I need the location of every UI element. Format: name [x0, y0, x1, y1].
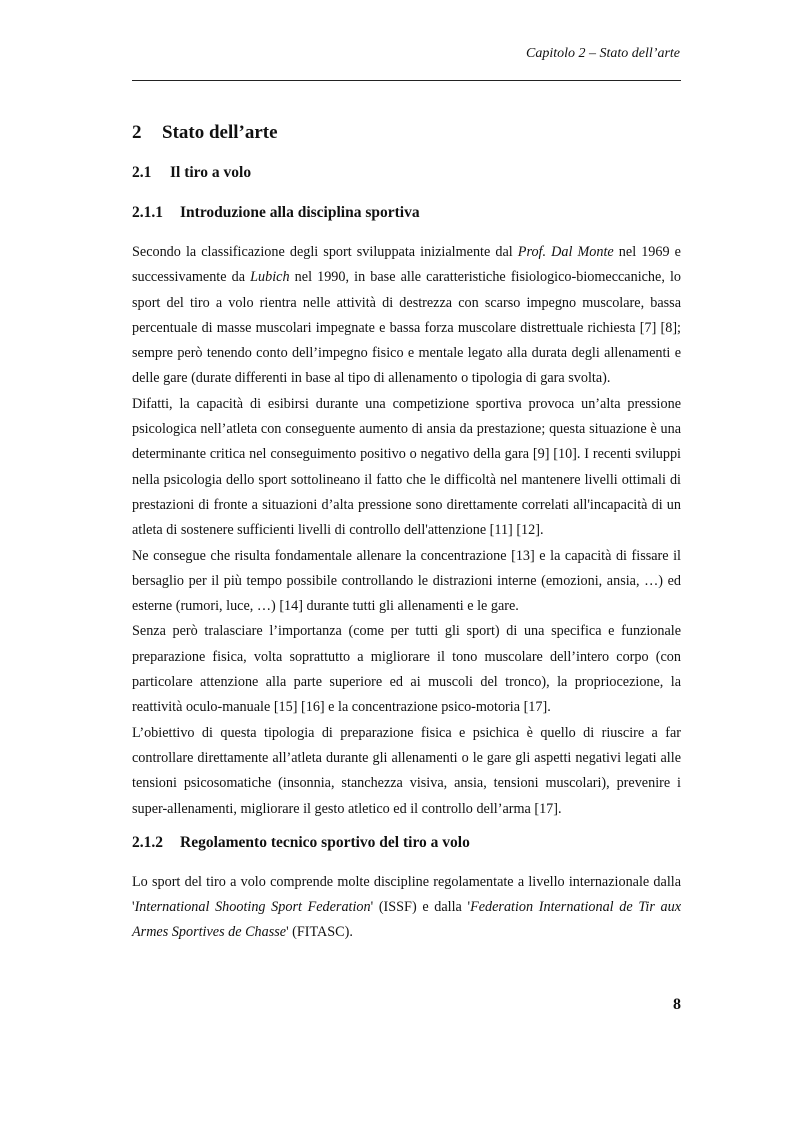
paragraph-concentration: Ne consegue che risulta fondamentale allenare la concentrazione [13] e la capacità di fissare il bersaglio per il più tempo possibile controllando le distrazioni interne (emozioni, ansia, …) ed esterne (rumori, luce, …) [14] durante tutti gli allenamenti e le gare.	[132, 547, 681, 615]
emphasis-organization: Federation International de Tir aux Armes Sportives de Chasse	[132, 899, 682, 941]
paragraph-classification	[132, 240, 681, 392]
page-number: 8	[673, 996, 681, 1013]
subsection-heading-regulation	[132, 832, 681, 854]
emphasis-author: Lubich	[250, 269, 290, 286]
chapter-heading	[132, 120, 681, 146]
section-heading	[132, 162, 681, 184]
paragraph-objective: L’obiettivo di questa tipologia di preparazione fisica e psichica è quello di riuscire a far controllare direttamente all’atleta durante gli allenamenti o le gare gli aspetti negativi legati alle tensioni psicosomatiche (insonnia, stanchezza visiva, ansia, tensioni muscolari), prevenire i super-allenamenti, migliorare il gesto atletico ed il controllo dell’arma [17].	[132, 724, 681, 817]
subsection-title: Introduzione alla disciplina sportiva	[180, 204, 420, 221]
paragraph-pressure: Difatti, la capacità di esibirsi durante una competizione sportiva provoca un’alta pressione psicologica nell’atleta con conseguente aumento di ansia da prestazione; questa situazione è una determinante critica nel conseguimento positivo o negativo della gara [9] [10]. I recenti sviluppi nella psicologia dello sport sottolineano il fatto che le difficoltà nel mantenere livelli ottimali di prestazioni di fronte a situazioni d’alta pressione sono direttamente correlati all'incapacità di un atleta di sostenere sufficienti livelli di controllo dell'attenzione [11] [12].	[132, 395, 681, 539]
section-number: 2.1	[132, 164, 152, 181]
emphasis-author: Prof. Dal Monte	[517, 244, 614, 260]
subsection-number: 2.1.2	[132, 833, 163, 851]
page-content	[132, 120, 681, 946]
section-title: Il tiro a volo	[170, 164, 252, 181]
text-run: Secondo la classificazione degli sport sviluppata inizialmente dal	[132, 244, 518, 260]
subsection-heading-intro	[132, 202, 681, 224]
emphasis-organization: International Shooting Sport Federation	[134, 899, 371, 916]
subsection-title: Regolamento tecnico sportivo del tiro a volo	[180, 833, 470, 851]
chapter-number: 2	[132, 122, 142, 143]
header-rule	[132, 80, 681, 81]
text-run: ' (FITASC).	[286, 924, 353, 941]
text-run: nel 1990, in base alle caratteristiche fisiologico-biomeccaniche, lo sport del tiro a volo rientra nelle attività di destrezza con scarso impegno muscolare, bassa percentuale di masse muscolari impegnate e bassa forza muscolare distrettuale richiesta [7] [8]; sempre però tenendo conto dell’impegno fisico e mentale legato alla durata degli allenamenti e delle gare (durate differenti in base al tipo di allenamento o tipologia di gara svolta).	[132, 269, 682, 387]
subsection-number: 2.1.1	[132, 204, 163, 221]
paragraph-disciplines	[132, 870, 681, 946]
text-run: nel 1969 e successivamente da	[132, 244, 681, 286]
running-header: Capitolo 2 – Stato dell’arte	[526, 46, 680, 61]
text-run: Lo sport del tiro a volo comprende molte discipline regolamentate a livello internazionale dalla '	[132, 873, 681, 916]
chapter-title: Stato dell’arte	[162, 122, 278, 143]
text-run: ' (ISSF) e dalla '	[370, 899, 471, 916]
paragraph-preparation: Senza però tralasciare l’importanza (come per tutti gli sport) di una specifica e funzionale preparazione fisica, volta soprattutto a migliorare il tono muscolare dell’intero corpo (con particolare attenzione alla parte superiore ed ai muscoli del tronco), la propriocezione, la reattività oculo-manuale [15] [16] e la concentrazione psico-motoria [17].	[132, 623, 681, 716]
